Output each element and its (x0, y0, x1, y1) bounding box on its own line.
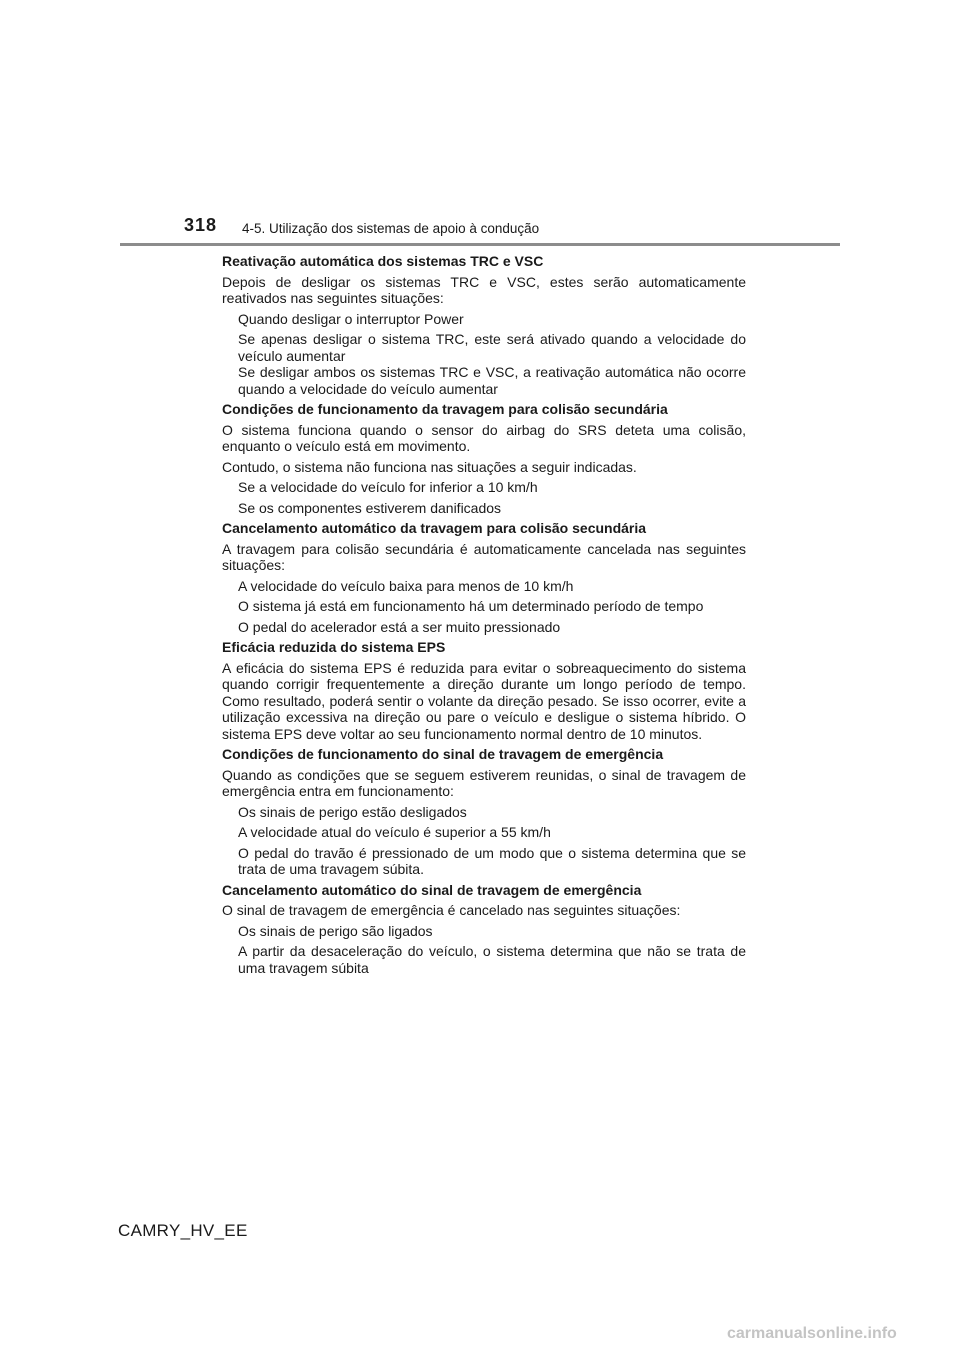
section-heading: Cancelamento automático da travagem para colisão secundária (222, 520, 647, 536)
list-item: A partir da desaceleração do veículo, o sistema determina que não se trata de uma travagem súbita (238, 943, 746, 976)
model-code: CAMRY_HV_EE (118, 1221, 248, 1240)
paragraph: Depois de desligar os sistemas TRC e VSC, estes serão automaticamente reativados nas seguintes situações: (222, 273, 746, 306)
section-title: 4-5. Utilização dos sistemas de apoio à condução (242, 221, 540, 236)
paragraph: A eficácia do sistema EPS é reduzida para evitar o sobreaquecimento do sistema quando corrigir frequentemente a direção durante um longo período de tempo. Como resultado, poderá sentir o volante da direção pesado. Se isso ocorrer, evite a utilização excessiva na direção ou pare o veículo e desligue o sistema híbrido. O sistema EPS deve voltar ao seu funcionamento normal dentro de 10 minutos. (222, 659, 746, 742)
manual-content (222, 253, 746, 980)
list-item: A velocidade do veículo baixa para menos de 10 km/h (238, 577, 574, 594)
section-heading: Condições de funcionamento da travagem para colisão secundária (222, 401, 668, 417)
list-item: Se os componentes estiverem danificados (238, 499, 502, 516)
section-heading: Cancelamento automático do sinal de travagem de emergência (222, 881, 642, 898)
paragraph: O sistema funciona quando o sensor do airbag do SRS deteta uma colisão, enquanto o veículo está em movimento. (222, 421, 746, 454)
list-item: Se a velocidade do veículo for inferior a 10 km/h (238, 479, 538, 495)
list-item: Os sinais de perigo são ligados (238, 922, 433, 939)
list-item: Se apenas desligar o sistema TRC, este será ativado quando a velocidade do veículo aumentar Se desligar ambos os sistemas TRC e VSC, a reativação automática não ocorre quando a velocidade do veículo aumentar (238, 331, 746, 397)
section-heading: Condições de funcionamento do sinal de travagem de emergência (222, 746, 664, 762)
list-item: O sistema já está em funcionamento há um determinado período de tempo (238, 598, 704, 614)
paragraph: Quando as condições que se seguem estiverem reunidas, o sinal de travagem de emergência entra em funcionamento: (222, 766, 746, 799)
header-divider (120, 243, 840, 246)
paragraph: O sinal de travagem de emergência é cancelado nas seguintes situações: (222, 902, 681, 918)
list-item: A velocidade atual do veículo é superior a 55 km/h (238, 824, 551, 840)
list-item: O pedal do travão é pressionado de um modo que o sistema determina que se trata de uma travagem súbita. (238, 844, 746, 877)
paragraph: Contudo, o sistema não funciona nas situações a seguir indicadas. (222, 458, 637, 475)
paragraph: A travagem para colisão secundária é automaticamente cancelada nas seguintes situações: (222, 540, 746, 573)
page-number: 318 (184, 215, 218, 235)
list-item: Os sinais de perigo estão desligados (238, 803, 467, 820)
section-heading: Reativação automática dos sistemas TRC e VSC (222, 253, 544, 269)
watermark[interactable]: carmanualsonline.info (727, 1325, 897, 1342)
list-item: Quando desligar o interruptor Power (238, 310, 464, 327)
section-heading: Eficácia reduzida do sistema EPS (222, 639, 446, 655)
list-item: O pedal do acelerador está a ser muito pressionado (238, 618, 561, 635)
